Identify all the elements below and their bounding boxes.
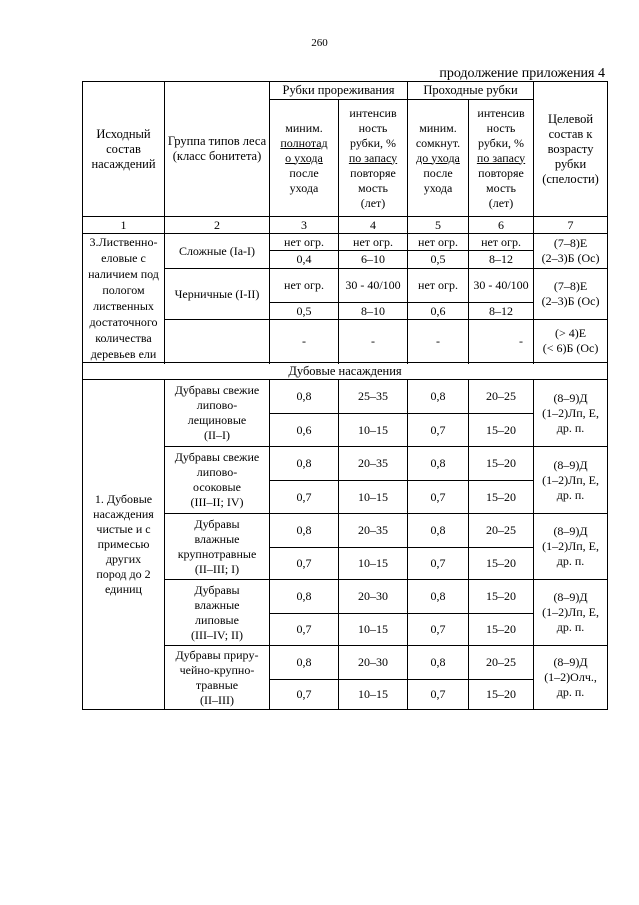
col-number: 5: [408, 217, 469, 234]
header-target-composition: Целевой состав к возрасту рубки (спелости): [534, 82, 608, 217]
target-cell: (8–9)Д (1–2)Лп, Е, др. п.: [534, 380, 608, 447]
table-cell: 0,8: [408, 580, 469, 614]
table-cell: нет огр.: [339, 234, 408, 251]
forest-group-cell: Дубравы свежие липово- осоковые (III–II; IV): [165, 447, 270, 514]
page-number: 260: [311, 37, 328, 49]
forest-group-cell: Дубравы влажные липовые (III–IV; II): [165, 580, 270, 646]
table-cell: 0,7: [408, 614, 469, 646]
table-cell: 0,8: [408, 646, 469, 680]
composition-cell: 1. Дубовые насаждения чистые и с примесью других пород до 2 единиц: [83, 380, 165, 710]
table-cell: 10–15: [339, 548, 408, 580]
table-cell: 0,7: [270, 680, 339, 710]
table-cell: -: [270, 320, 339, 363]
table-cell: 20–30: [339, 580, 408, 614]
col-number: 4: [339, 217, 408, 234]
table-cell: 0,8: [270, 514, 339, 548]
header-thinning: Рубки прореживания: [270, 82, 408, 100]
table-cell: 0,7: [408, 414, 469, 447]
table-cell: 0,8: [408, 380, 469, 414]
section-title-oak: Дубовые насаждения: [83, 363, 608, 380]
table-cell: 20–25: [469, 646, 534, 680]
table-cell: 20–35: [339, 447, 408, 481]
target-cell: (8–9)Д (1–2)Лп, Е, др. п.: [534, 580, 608, 646]
header-forest-group: Группа типов леса (класс бонитета): [165, 82, 270, 217]
table-cell: 0,8: [270, 447, 339, 481]
table-cell: нет огр.: [408, 234, 469, 251]
table-cell: 10–15: [339, 680, 408, 710]
table-cell: 0,8: [408, 514, 469, 548]
table-cell: -: [469, 320, 534, 363]
target-cell: (8–9)Д (1–2)Олч., др. п.: [534, 646, 608, 710]
col-number: 1: [83, 217, 165, 234]
continuation-label: продолжение приложения 4: [439, 66, 605, 81]
table-cell: нет огр.: [270, 234, 339, 251]
table-cell: -: [339, 320, 408, 363]
forest-group-cell: Сложные (Ia-I): [165, 234, 270, 269]
table-cell: 0,7: [408, 548, 469, 580]
forest-group-cell: Дубравы прирy- чейно-крупно- травные (II–III): [165, 646, 270, 710]
table-cell: 0,8: [270, 380, 339, 414]
table-cell: 20–35: [339, 514, 408, 548]
target-cell: (8–9)Д (1–2)Лп, Е, др. п.: [534, 514, 608, 580]
table-cell: 8–10: [339, 303, 408, 320]
table-cell: 25–35: [339, 380, 408, 414]
table-cell: 10–15: [339, 481, 408, 514]
table-cell: нет огр.: [270, 269, 339, 303]
table-cell: 0,8: [408, 447, 469, 481]
forest-group-cell: Черничные (I-II): [165, 269, 270, 320]
table-cell: 0,6: [270, 414, 339, 447]
table-cell: 0,8: [270, 580, 339, 614]
target-cell: (7–8)Е (2–3)Б (Ос): [534, 269, 608, 320]
forest-group-cell: [165, 320, 270, 363]
col-number: 7: [534, 217, 608, 234]
table-cell: 0,7: [408, 481, 469, 514]
table-cell: 15–20: [469, 680, 534, 710]
header-min-density: миним. полнотад о ухода после ухода: [270, 100, 339, 217]
table-cell: 15–20: [469, 580, 534, 614]
table-cell: 0,8: [270, 646, 339, 680]
table-cell: нет огр.: [408, 269, 469, 303]
table-cell: 0,7: [270, 614, 339, 646]
table-cell: -: [408, 320, 469, 363]
table-cell: 10–15: [339, 414, 408, 447]
table-cell: нет огр.: [469, 234, 534, 251]
forest-group-cell: Дубравы свежие липово- лещиновые (II–I): [165, 380, 270, 447]
thinning-table: [82, 81, 608, 710]
table-cell: 30 - 40/100: [469, 269, 534, 303]
table-cell: 0,5: [270, 303, 339, 320]
table-cell: 8–12: [469, 303, 534, 320]
col-number: 3: [270, 217, 339, 234]
table-cell: 0,4: [270, 251, 339, 269]
table-cell: 15–20: [469, 447, 534, 481]
col-number: 2: [165, 217, 270, 234]
table-cell: 20–30: [339, 646, 408, 680]
forest-group-cell: Дубравы влажные крупнотравные (II–III; I): [165, 514, 270, 580]
header-intensity-passing: интенсив ность рубки, % по запасу повторяе мость (лет): [469, 100, 534, 217]
table-cell: 0,7: [270, 548, 339, 580]
table-cell: 20–25: [469, 380, 534, 414]
table-cell: 30 - 40/100: [339, 269, 408, 303]
table-cell: 0,6: [408, 303, 469, 320]
table-cell: 15–20: [469, 548, 534, 580]
header-passing-cuts: Проходные рубки: [408, 82, 534, 100]
table-cell: 6–10: [339, 251, 408, 269]
table-cell: 15–20: [469, 414, 534, 447]
target-cell: (7–8)Е (2–3)Б (Ос): [534, 234, 608, 269]
composition-cell: 3.Лиственно- еловые с наличием под пологом лиственных достаточного количества деревьев ели: [83, 234, 165, 363]
table-cell: 8–12: [469, 251, 534, 269]
table-cell: 0,7: [408, 680, 469, 710]
table-cell: 0,5: [408, 251, 469, 269]
table-cell: 0,7: [270, 481, 339, 514]
col-number: 6: [469, 217, 534, 234]
target-cell: (8–9)Д (1–2)Лп, Е, др. п.: [534, 447, 608, 514]
table-cell: 15–20: [469, 481, 534, 514]
target-cell: (> 4)Е (< 6)Б (Ос): [534, 320, 608, 363]
header-min-closure: миним. сомкнут. до ухода после ухода: [408, 100, 469, 217]
table-cell: 20–25: [469, 514, 534, 548]
header-composition: Исходный состав насаждений: [83, 82, 165, 217]
table-cell: 10–15: [339, 614, 408, 646]
header-intensity-thinning: интенсив ность рубки, % по запасу повторяе мость (лет): [339, 100, 408, 217]
column-number-row: [83, 217, 608, 234]
table-cell: 15–20: [469, 614, 534, 646]
